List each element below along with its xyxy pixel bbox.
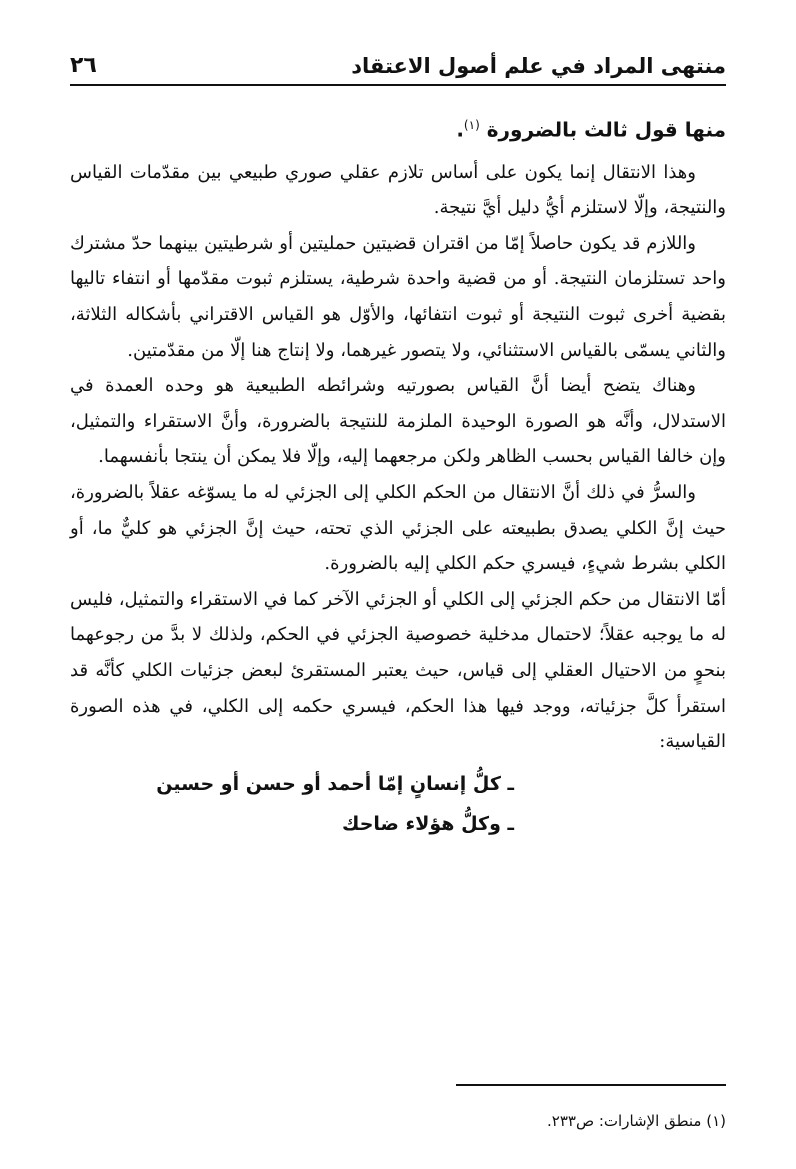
page-number: ٢٦ xyxy=(70,53,97,78)
footnote-divider xyxy=(456,1084,726,1086)
section-heading-text: منها قول ثالث بالضرورة xyxy=(486,117,726,142)
paragraph-2: واللازم قد يكون حاصلاً إمّا من اقتران قضيتين حمليتين أو شرطيتين بينهما حدّ مشترك واحد تستلزمان النتيجة. أو من قضية واحدة شرطية، يستلزم ثبوت مقدّمها أو انتفاء تاليها بقضية أخرى ثبوت النتيجة أو ثبوت انتفائها، والأوّل هو القياس الاقتراني بأشكاله الثلاثة، والثاني يسمّى بالقياس الاستثنائي، ولا يتصور غيرهما، ولا إنتاج هنا إلّا من مقدّمتين. xyxy=(70,232,726,361)
page-header xyxy=(70,34,726,86)
premise-item: ـ وكلُّ هؤلاء ضاحك xyxy=(342,812,514,835)
premise-item: ـ كلُّ إنسانٍ إمّا أحمد أو حسن أو حسين xyxy=(156,772,514,795)
paragraph-1: وهذا الانتقال إنما يكون على أساس تلازم عقلي صوري طبيعي بين مقدّمات القياس والنتيجة، وإلّا لاستلزم أيُّ دليل أيَّ نتيجة. xyxy=(70,161,726,219)
syllogism-premises xyxy=(70,764,726,844)
paragraph-5: أمّا الانتقال من حكم الجزئي إلى الكلي أو الجزئي الآخر كما في الاستقراء والتمثيل، فليس له ما يوجبه عقلاً؛ لاحتمال مدخلية خصوصية الجزئي في الحكم، ولذلك لا بدَّ من رجوعهما بنحوٍ من الاحتيال العقلي إلى قياس، حيث يعتبر المستقرئ لبعض جزئيات الكلي كأنَّه قد استقرأ كلَّ جزئياته، ووجد فيها هذا الحكم، فيسري حكمه إلى الكلي، في هذه الصورة القياسية: xyxy=(70,588,726,753)
page-body xyxy=(70,100,726,844)
section-heading xyxy=(70,100,726,155)
footnote: (١) منطق الإشارات: ص٢٣٣. xyxy=(547,1112,726,1130)
heading-period: . xyxy=(456,117,464,142)
running-title: منتهى المراد في علم أصول الاعتقاد xyxy=(351,54,726,78)
paragraph-4: والسرُّ في ذلك أنَّ الانتقال من الحكم الكلي إلى الجزئي له ما يسوّغه عقلاً بالضرورة، حيث إنَّ الكلي يصدق بطبيعته على الجزئي الذي تحته، حيث إنَّ الجزئي هو كليٌّ ما، أو الكلي بشرط شيءٍ، فيسري حكم الكلي إليه بالضرورة. xyxy=(70,482,726,575)
book-page xyxy=(70,0,726,1169)
footnote-reference[interactable]: (١) xyxy=(463,118,480,132)
paragraph-3: وهناك يتضح أيضا أنَّ القياس بصورتيه وشرائطه الطبيعية هو وحده العمدة في الاستدلال، وأنَّه هو الصورة الوحيدة الملزمة للنتيجة بالضرورة، وأنَّ الاستقراء والتمثيل، وإن خالفا القياس بحسب الظاهر ولكن مرجعهما إليه، وإلّا فلا يمكن أن ينتجا بأنفسهما. xyxy=(70,375,726,468)
